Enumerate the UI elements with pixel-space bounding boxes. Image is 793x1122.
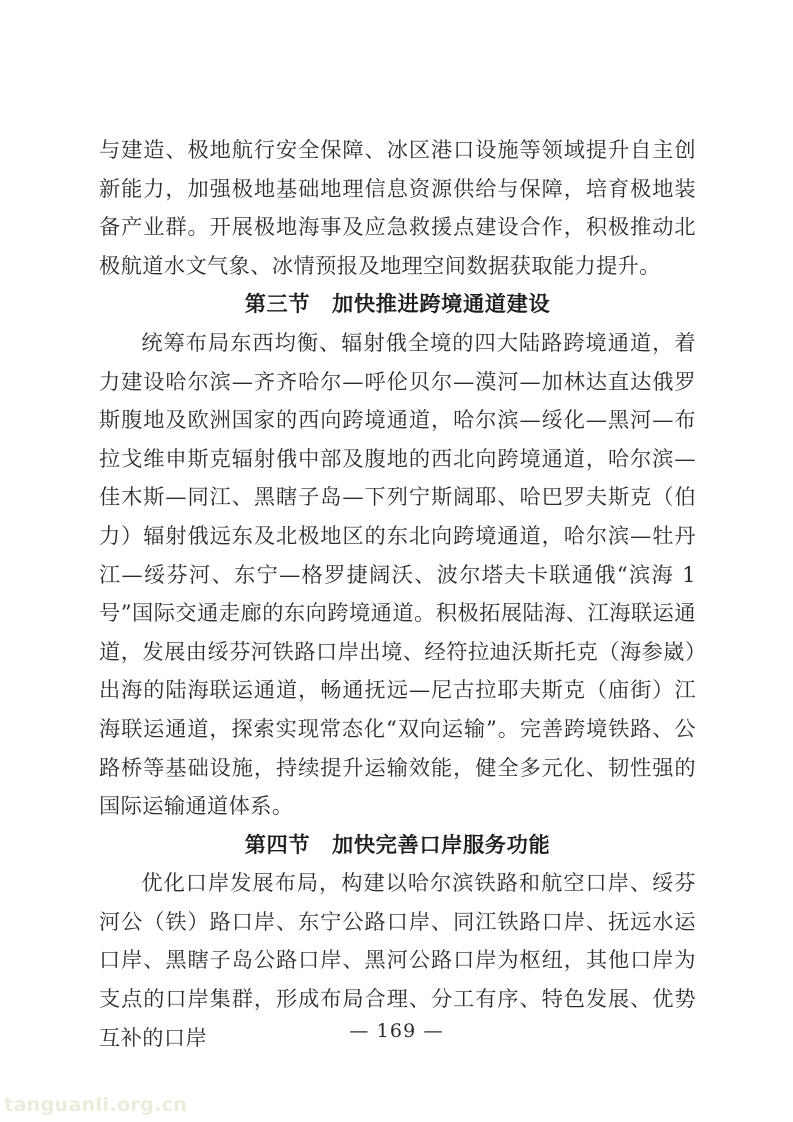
- section-four-paragraph: 优化口岸发展布局，构建以哈尔滨铁路和航空口岸、绥芬河公（铁）路口岸、东宁公路口岸、同江铁路口岸、抚远水运口岸、黑瞎子岛公路口岸、黑河公路口岸为枢纽，其他口岸为支点的口岸集群，形成布局合理、分工有序、特色发展、优势互补的口岸: [99, 870, 696, 1050]
- section-heading-three: 第三节 加快推进跨境通道建设: [244, 291, 551, 317]
- page-text-column: [99, 131, 696, 1057]
- section-three-paragraph: 统筹布局东西均衡、辐射俄全境的四大陆路跨境通道，着力建设哈尔滨—齐齐哈尔—呼伦贝尔—漠河—加林达直达俄罗斯腹地及欧洲国家的西向跨境通道，哈尔滨—绥化—黑河—布拉戈维申斯克辐射俄中部及腹地的西北向跨境通道，哈尔滨—佳木斯—同江、黑瞎子岛—下列宁斯阔耶、哈巴罗夫斯克（伯力）辐射俄远东及北极地区的东北向跨境通道，哈尔滨—牡丹江—绥芬河、东宁—格罗捷阔沃、波尔塔夫卡联通俄“滨海 1 号”国际交通走廊的东向跨境通道。积极拓展陆海、江海联运通道，发展由绥芬河铁路口岸出境、经符拉迪沃斯托克（海参崴）出海的陆海联运通道，畅通抚远—尼古拉耶夫斯克（庙街）江海联运通道，探索实现常态化“双向运输”。完善跨境铁路、公路桥等基础设施，持续提升运输效能，健全多元化、韧性强的国际运输通道体系。: [99, 329, 696, 819]
- site-watermark: tanguanli.org.cn: [4, 1094, 188, 1116]
- page-number: — 169 —: [349, 1020, 444, 1042]
- section-heading-four: 第四节 加快完善口岸服务功能: [244, 831, 551, 857]
- body-paragraph-continued: 与建造、极地航行安全保障、冰区港口设施等领域提升自主创新能力，加强极地基础地理信息资源供给与保障，培育极地装备产业群。开展极地海事及应急救援点建设合作，积极推动北极航道水文气象、冰情预报及地理空间数据获取能力提升。: [99, 137, 696, 278]
